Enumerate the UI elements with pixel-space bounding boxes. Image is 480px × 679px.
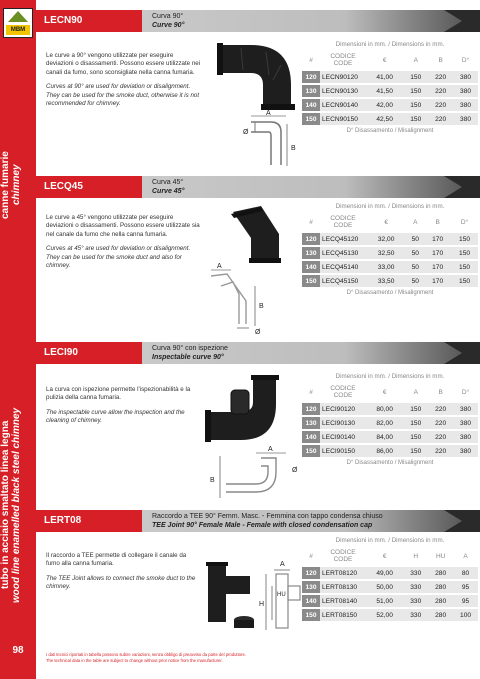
cell-a: 150 bbox=[403, 113, 428, 125]
table-row bbox=[302, 403, 478, 415]
table-row bbox=[302, 99, 478, 111]
table-row bbox=[302, 595, 478, 607]
col-d: D° bbox=[460, 218, 469, 226]
description-it: La curva con ispezione permette l'ispezionabilità e la pulizia della canna fumaria. bbox=[46, 386, 191, 402]
cell-a: 80 bbox=[453, 567, 478, 579]
table-row bbox=[302, 581, 478, 593]
description-en: The inspectable curve allow the inspection and the cleaning of chimney. bbox=[46, 408, 185, 425]
cell-d: 380 bbox=[453, 403, 478, 415]
cell-code: LERT08130 bbox=[320, 581, 366, 593]
col-code bbox=[320, 213, 366, 231]
cell-hu: 280 bbox=[428, 567, 453, 579]
header-band bbox=[142, 10, 480, 32]
dim-b-label: B bbox=[259, 303, 264, 310]
cell-b: 220 bbox=[428, 417, 453, 429]
col-code bbox=[320, 51, 366, 69]
cell-price: 32,00 bbox=[366, 233, 406, 245]
cell-diameter: 120 bbox=[302, 233, 320, 245]
col-code-en: CODE bbox=[333, 222, 353, 229]
cell-b: 170 bbox=[424, 247, 451, 259]
cell-hu: 280 bbox=[428, 581, 453, 593]
dim-b-label: B bbox=[291, 145, 296, 152]
product-title-en: TEE Joint 90° Female Male - Female with closed condensation cap bbox=[152, 522, 373, 529]
dim-h-label: H bbox=[259, 601, 265, 608]
cell-h: 330 bbox=[403, 581, 428, 593]
cell-diameter: 150 bbox=[302, 445, 320, 457]
dimension-table bbox=[302, 40, 478, 134]
inspectable-curve-drawing bbox=[206, 442, 306, 504]
cell-a: 150 bbox=[403, 445, 428, 457]
dim-diameter-label: Ø bbox=[292, 467, 298, 474]
cell-price: 42,50 bbox=[366, 113, 403, 125]
cell-d: 150 bbox=[451, 261, 478, 273]
col-a: A bbox=[413, 56, 418, 64]
product-title bbox=[152, 344, 228, 362]
product-code: LECI90 bbox=[36, 342, 142, 364]
cell-code: LERT08120 bbox=[320, 567, 366, 579]
table-row bbox=[302, 113, 478, 125]
cell-a: 100 bbox=[453, 609, 478, 621]
cell-price: 41,00 bbox=[366, 71, 403, 83]
section-header bbox=[36, 176, 480, 198]
table-row bbox=[302, 431, 478, 443]
dim-diameter-label: Ø bbox=[255, 329, 261, 336]
cell-diameter: 120 bbox=[302, 71, 320, 83]
curve-45-photo bbox=[221, 204, 301, 264]
disclaimer-it: I dati tecnici riportati in tabella possono subire variazioni, senza obbligo di preavviso da parte del produttore. bbox=[46, 652, 246, 657]
product-description bbox=[46, 52, 201, 114]
product-title-it: Curva 45° bbox=[152, 179, 184, 186]
cell-price: 42,00 bbox=[366, 99, 403, 111]
col-a: A bbox=[413, 218, 418, 226]
col-h: H bbox=[413, 552, 419, 560]
col-hash: # bbox=[309, 56, 313, 64]
table-row bbox=[302, 609, 478, 621]
cell-b: 220 bbox=[428, 85, 453, 97]
col-code-en: CODE bbox=[333, 392, 353, 399]
cell-diameter: 140 bbox=[302, 431, 320, 443]
spine-subtitle-it: tubo in acciaio smaltato linea legna bbox=[0, 420, 11, 590]
description-it: Le curve a 90° vengono utilizzate per eseguire deviazioni o disassamenti. Possono essere utilizzate nei canali da fumo, sono sconsigliate nella canna fumaria. bbox=[46, 52, 201, 76]
section-header bbox=[36, 10, 480, 32]
section-header bbox=[36, 342, 480, 364]
table-row bbox=[302, 247, 478, 259]
cell-d: 150 bbox=[451, 233, 478, 245]
col-price: € bbox=[384, 218, 388, 226]
cell-a: 50 bbox=[406, 233, 424, 245]
dim-hu-label: HU bbox=[277, 592, 286, 598]
spine-title-wood-line bbox=[0, 380, 36, 630]
logo-house-icon bbox=[8, 11, 28, 22]
col-a: A bbox=[413, 388, 418, 396]
cell-b: 220 bbox=[428, 403, 453, 415]
cell-price: 50,00 bbox=[366, 581, 403, 593]
dim-a-label: A bbox=[280, 561, 285, 568]
col-code-en: CODE bbox=[333, 556, 353, 563]
table-header-row bbox=[302, 383, 478, 401]
header-band bbox=[142, 176, 480, 198]
tee-joint-drawing bbox=[258, 558, 302, 638]
cell-price: 51,00 bbox=[366, 595, 403, 607]
cell-hu: 280 bbox=[428, 595, 453, 607]
dim-b-label: B bbox=[210, 477, 215, 484]
cell-code: LERT08140 bbox=[320, 595, 366, 607]
product-table bbox=[302, 211, 478, 289]
product-code: LECQ45 bbox=[36, 176, 142, 198]
cell-price: 49,00 bbox=[366, 567, 403, 579]
col-price: € bbox=[382, 56, 387, 64]
product-description bbox=[46, 214, 201, 276]
cell-diameter: 140 bbox=[302, 99, 320, 111]
product-description bbox=[46, 386, 201, 432]
cell-a: 150 bbox=[403, 403, 428, 415]
cell-code: LECQ45140 bbox=[320, 261, 366, 273]
product-code: LERT08 bbox=[36, 510, 142, 532]
col-hash: # bbox=[309, 218, 313, 226]
table-row bbox=[302, 275, 478, 287]
cell-b: 220 bbox=[428, 99, 453, 111]
cell-b: 170 bbox=[424, 261, 451, 273]
table-header-row bbox=[302, 51, 478, 69]
tee-joint-photo bbox=[194, 562, 264, 634]
section-lert08 bbox=[36, 510, 480, 650]
misalignment-note: D° Disassamento / Misalignment bbox=[346, 290, 434, 296]
cell-b: 170 bbox=[424, 233, 451, 245]
cell-code: LECN90150 bbox=[320, 113, 366, 125]
col-d: D° bbox=[461, 388, 470, 396]
product-table bbox=[302, 381, 478, 459]
misalignment-note: D° Disassamento / Misalignment bbox=[346, 128, 434, 134]
description-it: Le curve a 45° vengono utilizzate per eseguire deviazioni o disassamenti. Possono essere utilizzate sia nel canale da fumo che nella canna fumaria. bbox=[46, 214, 200, 238]
cell-code: LECI90140 bbox=[320, 431, 366, 443]
cell-b: 220 bbox=[428, 113, 453, 125]
cell-d: 380 bbox=[453, 113, 478, 125]
col-b: B bbox=[438, 388, 443, 396]
product-title bbox=[152, 512, 383, 530]
cell-h: 330 bbox=[403, 595, 428, 607]
cell-d: 380 bbox=[453, 431, 478, 443]
product-title bbox=[152, 12, 184, 30]
cell-a: 50 bbox=[406, 275, 424, 287]
cell-diameter: 130 bbox=[302, 417, 320, 429]
dim-diameter-label: Ø bbox=[243, 129, 249, 136]
cell-a: 95 bbox=[453, 595, 478, 607]
product-title-it: Curva 90° bbox=[152, 13, 184, 20]
col-a: A bbox=[463, 552, 468, 560]
col-b: B bbox=[438, 56, 443, 64]
cell-d: 380 bbox=[453, 417, 478, 429]
table-header-row bbox=[302, 547, 478, 565]
table-row bbox=[302, 85, 478, 97]
table-row bbox=[302, 445, 478, 457]
curve-90-drawing bbox=[211, 110, 316, 170]
cell-a: 150 bbox=[403, 71, 428, 83]
table-row bbox=[302, 71, 478, 83]
description-en: Curves at 90° are used for deviation or disalignment. They can be used for the smoke duct, otherwise it is not recommended for chimney. bbox=[46, 83, 200, 108]
cell-d: 380 bbox=[453, 71, 478, 83]
cell-a: 150 bbox=[403, 99, 428, 111]
product-title-en: Curve 45° bbox=[152, 188, 185, 195]
cell-diameter: 150 bbox=[302, 609, 320, 621]
cell-price: 86,00 bbox=[366, 445, 403, 457]
dimensions-caption: Dimensioni in mm. / Dimensions in mm. bbox=[335, 537, 445, 544]
curve-45-drawing bbox=[201, 256, 296, 336]
table-header-row bbox=[302, 213, 478, 231]
description-en: Curves at 45° are used for deviation or disalignment. They can be used for the smoke duct and also for chimney. bbox=[46, 245, 191, 270]
cell-code: LECI90150 bbox=[320, 445, 366, 457]
cell-d: 380 bbox=[453, 85, 478, 97]
curve-90-photo bbox=[211, 40, 301, 110]
cell-price: 84,00 bbox=[366, 431, 403, 443]
cell-price: 80,00 bbox=[366, 403, 403, 415]
description-en: The TEE Joint allows to connect the smoke duct to the chimney. bbox=[46, 574, 196, 591]
cell-code: LECQ45150 bbox=[320, 275, 366, 287]
cell-diameter: 130 bbox=[302, 581, 320, 593]
cell-code: LECN90130 bbox=[320, 85, 366, 97]
cell-h: 330 bbox=[403, 609, 428, 621]
cell-b: 220 bbox=[428, 71, 453, 83]
col-code bbox=[320, 383, 366, 401]
col-d: D° bbox=[461, 56, 470, 64]
product-description bbox=[46, 552, 201, 598]
cell-diameter: 140 bbox=[302, 595, 320, 607]
dimension-table bbox=[302, 372, 478, 466]
product-table bbox=[302, 545, 478, 623]
table-row bbox=[302, 261, 478, 273]
spine-title-it: canne fumarie bbox=[0, 151, 11, 219]
col-code-it: CODICE bbox=[330, 215, 356, 222]
cell-price: 52,00 bbox=[366, 609, 403, 621]
cell-code: LERT08150 bbox=[320, 609, 366, 621]
page-number: 98 bbox=[12, 645, 24, 656]
cell-b: 220 bbox=[428, 445, 453, 457]
section-lecn90 bbox=[36, 10, 480, 170]
col-code-it: CODICE bbox=[330, 53, 356, 60]
cell-b: 170 bbox=[424, 275, 451, 287]
spine-title-en: chimney bbox=[11, 164, 22, 206]
col-hash: # bbox=[309, 388, 313, 396]
section-lecq45 bbox=[36, 176, 480, 336]
cell-price: 33,00 bbox=[366, 261, 406, 273]
description-it: Il raccordo a TEE permette di collegare il canale da fumo alla canna fumaria. bbox=[46, 552, 187, 568]
product-title-en: Inspectable curve 90° bbox=[152, 354, 224, 361]
brand-logo bbox=[3, 8, 33, 38]
cell-code: LECI90120 bbox=[320, 403, 366, 415]
disclaimer-en: The technical data in the table are subject to change without prior notice from the manufacturer. bbox=[46, 658, 223, 663]
col-code-en: CODE bbox=[333, 60, 353, 67]
footer-disclaimer bbox=[46, 652, 246, 664]
cell-diameter: 120 bbox=[302, 403, 320, 415]
col-code-it: CODICE bbox=[330, 385, 356, 392]
cell-code: LECN90140 bbox=[320, 99, 366, 111]
table-row bbox=[302, 567, 478, 579]
table-row bbox=[302, 233, 478, 245]
cell-a: 50 bbox=[406, 261, 424, 273]
cell-diameter: 130 bbox=[302, 247, 320, 259]
cell-price: 82,00 bbox=[366, 417, 403, 429]
cell-a: 95 bbox=[453, 581, 478, 593]
cell-a: 150 bbox=[403, 417, 428, 429]
dim-a-label: A bbox=[268, 446, 273, 453]
cell-b: 220 bbox=[428, 431, 453, 443]
cell-code: LECQ45120 bbox=[320, 233, 366, 245]
dim-a-label: A bbox=[217, 263, 222, 270]
inspectable-curve-photo bbox=[201, 372, 281, 444]
cell-price: 32,50 bbox=[366, 247, 406, 259]
dimension-table bbox=[302, 202, 478, 296]
dimensions-caption: Dimensioni in mm. / Dimensions in mm. bbox=[335, 203, 445, 210]
cell-d: 380 bbox=[453, 99, 478, 111]
dim-a-label: A bbox=[266, 110, 271, 117]
cell-d: 150 bbox=[451, 275, 478, 287]
product-title-it: Curva 90° con ispezione bbox=[152, 345, 228, 352]
table-row bbox=[302, 417, 478, 429]
cell-h: 330 bbox=[403, 567, 428, 579]
cell-diameter: 120 bbox=[302, 567, 320, 579]
product-title bbox=[152, 178, 184, 196]
cell-code: LECI90130 bbox=[320, 417, 366, 429]
cell-d: 150 bbox=[451, 247, 478, 259]
cell-price: 41,50 bbox=[366, 85, 403, 97]
spine-subtitle-en: wood line enamelled black steel chimney bbox=[11, 407, 22, 603]
section-header bbox=[36, 510, 480, 532]
cell-diameter: 140 bbox=[302, 261, 320, 273]
cell-price: 33,50 bbox=[366, 275, 406, 287]
cell-diameter: 150 bbox=[302, 275, 320, 287]
product-code: LECN90 bbox=[36, 10, 142, 32]
col-price: € bbox=[382, 388, 387, 396]
cell-a: 50 bbox=[406, 247, 424, 259]
col-hash: # bbox=[309, 552, 313, 560]
dimension-table bbox=[302, 536, 478, 623]
col-code bbox=[320, 547, 366, 565]
section-leci90 bbox=[36, 342, 480, 502]
cell-diameter: 130 bbox=[302, 85, 320, 97]
cell-d: 380 bbox=[453, 445, 478, 457]
cell-a: 150 bbox=[403, 431, 428, 443]
cell-code: LECQ45130 bbox=[320, 247, 366, 259]
cell-a: 150 bbox=[403, 85, 428, 97]
col-b: B bbox=[435, 218, 440, 226]
logo-text: MBM bbox=[6, 25, 30, 35]
dimensions-caption: Dimensioni in mm. / Dimensions in mm. bbox=[335, 41, 445, 48]
misalignment-note: D° Disassamento / Misalignment bbox=[346, 460, 434, 466]
product-table bbox=[302, 49, 478, 127]
product-title-en: Curve 90° bbox=[152, 22, 185, 29]
col-price: € bbox=[382, 552, 387, 560]
product-title-it: Raccordo a TEE 90° Femm. Masc. - Femmina con tappo condensa chiuso bbox=[152, 513, 383, 520]
dimensions-caption: Dimensioni in mm. / Dimensions in mm. bbox=[335, 373, 445, 380]
cell-diameter: 150 bbox=[302, 113, 320, 125]
cell-hu: 280 bbox=[428, 609, 453, 621]
cell-code: LECN90120 bbox=[320, 71, 366, 83]
col-code-it: CODICE bbox=[330, 549, 356, 556]
spine-title-chimney bbox=[0, 130, 36, 240]
col-hu: HU bbox=[435, 552, 446, 560]
